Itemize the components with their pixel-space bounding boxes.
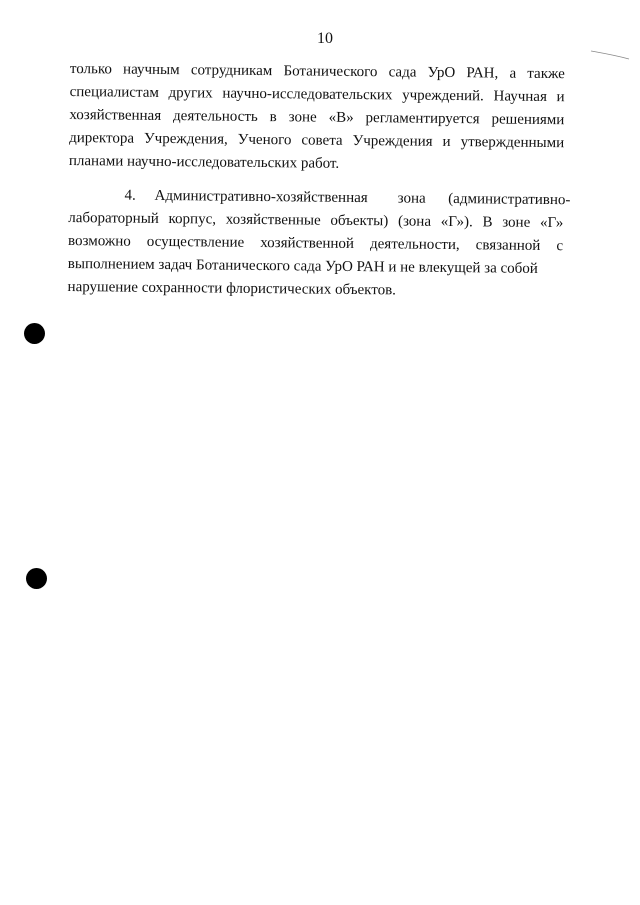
text-line: хозяйственная деятельность в зоне «В» регламентируется решениями (69, 106, 565, 129)
text-line: лабораторный корпус, хозяйственные объекты) (зона «Г»). В зоне «Г» (68, 209, 564, 232)
text-line: планами научно-исследовательских работ. (68, 152, 340, 172)
scan-mark (590, 49, 630, 61)
text-line: выполнением задач Ботанического сада УрО РАН и не влекущей за собой (67, 255, 538, 277)
paragraph-zone-v (69, 58, 565, 178)
punch-hole (26, 568, 47, 589)
punch-hole (24, 323, 45, 344)
text-line: возможно осуществление хозяйственной деятельности, связанной с (67, 232, 564, 255)
text-line: нарушение сохранности флористических объектов. (67, 278, 397, 299)
page-number: 10 (317, 30, 333, 47)
text-line: специалистам других научно-исследовательских учреждений. Научная и (69, 83, 565, 106)
text-line: директора Учреждения, Ученого совета Учреждения и утвержденными (69, 129, 565, 152)
text-line: 4. Административно-хозяйственная зона (административно- (124, 187, 571, 209)
body-text (67, 58, 571, 304)
text-line: только научным сотрудникам Ботанического сада УрО РАН, а также (69, 60, 565, 83)
paragraph-zone-g (67, 184, 571, 304)
